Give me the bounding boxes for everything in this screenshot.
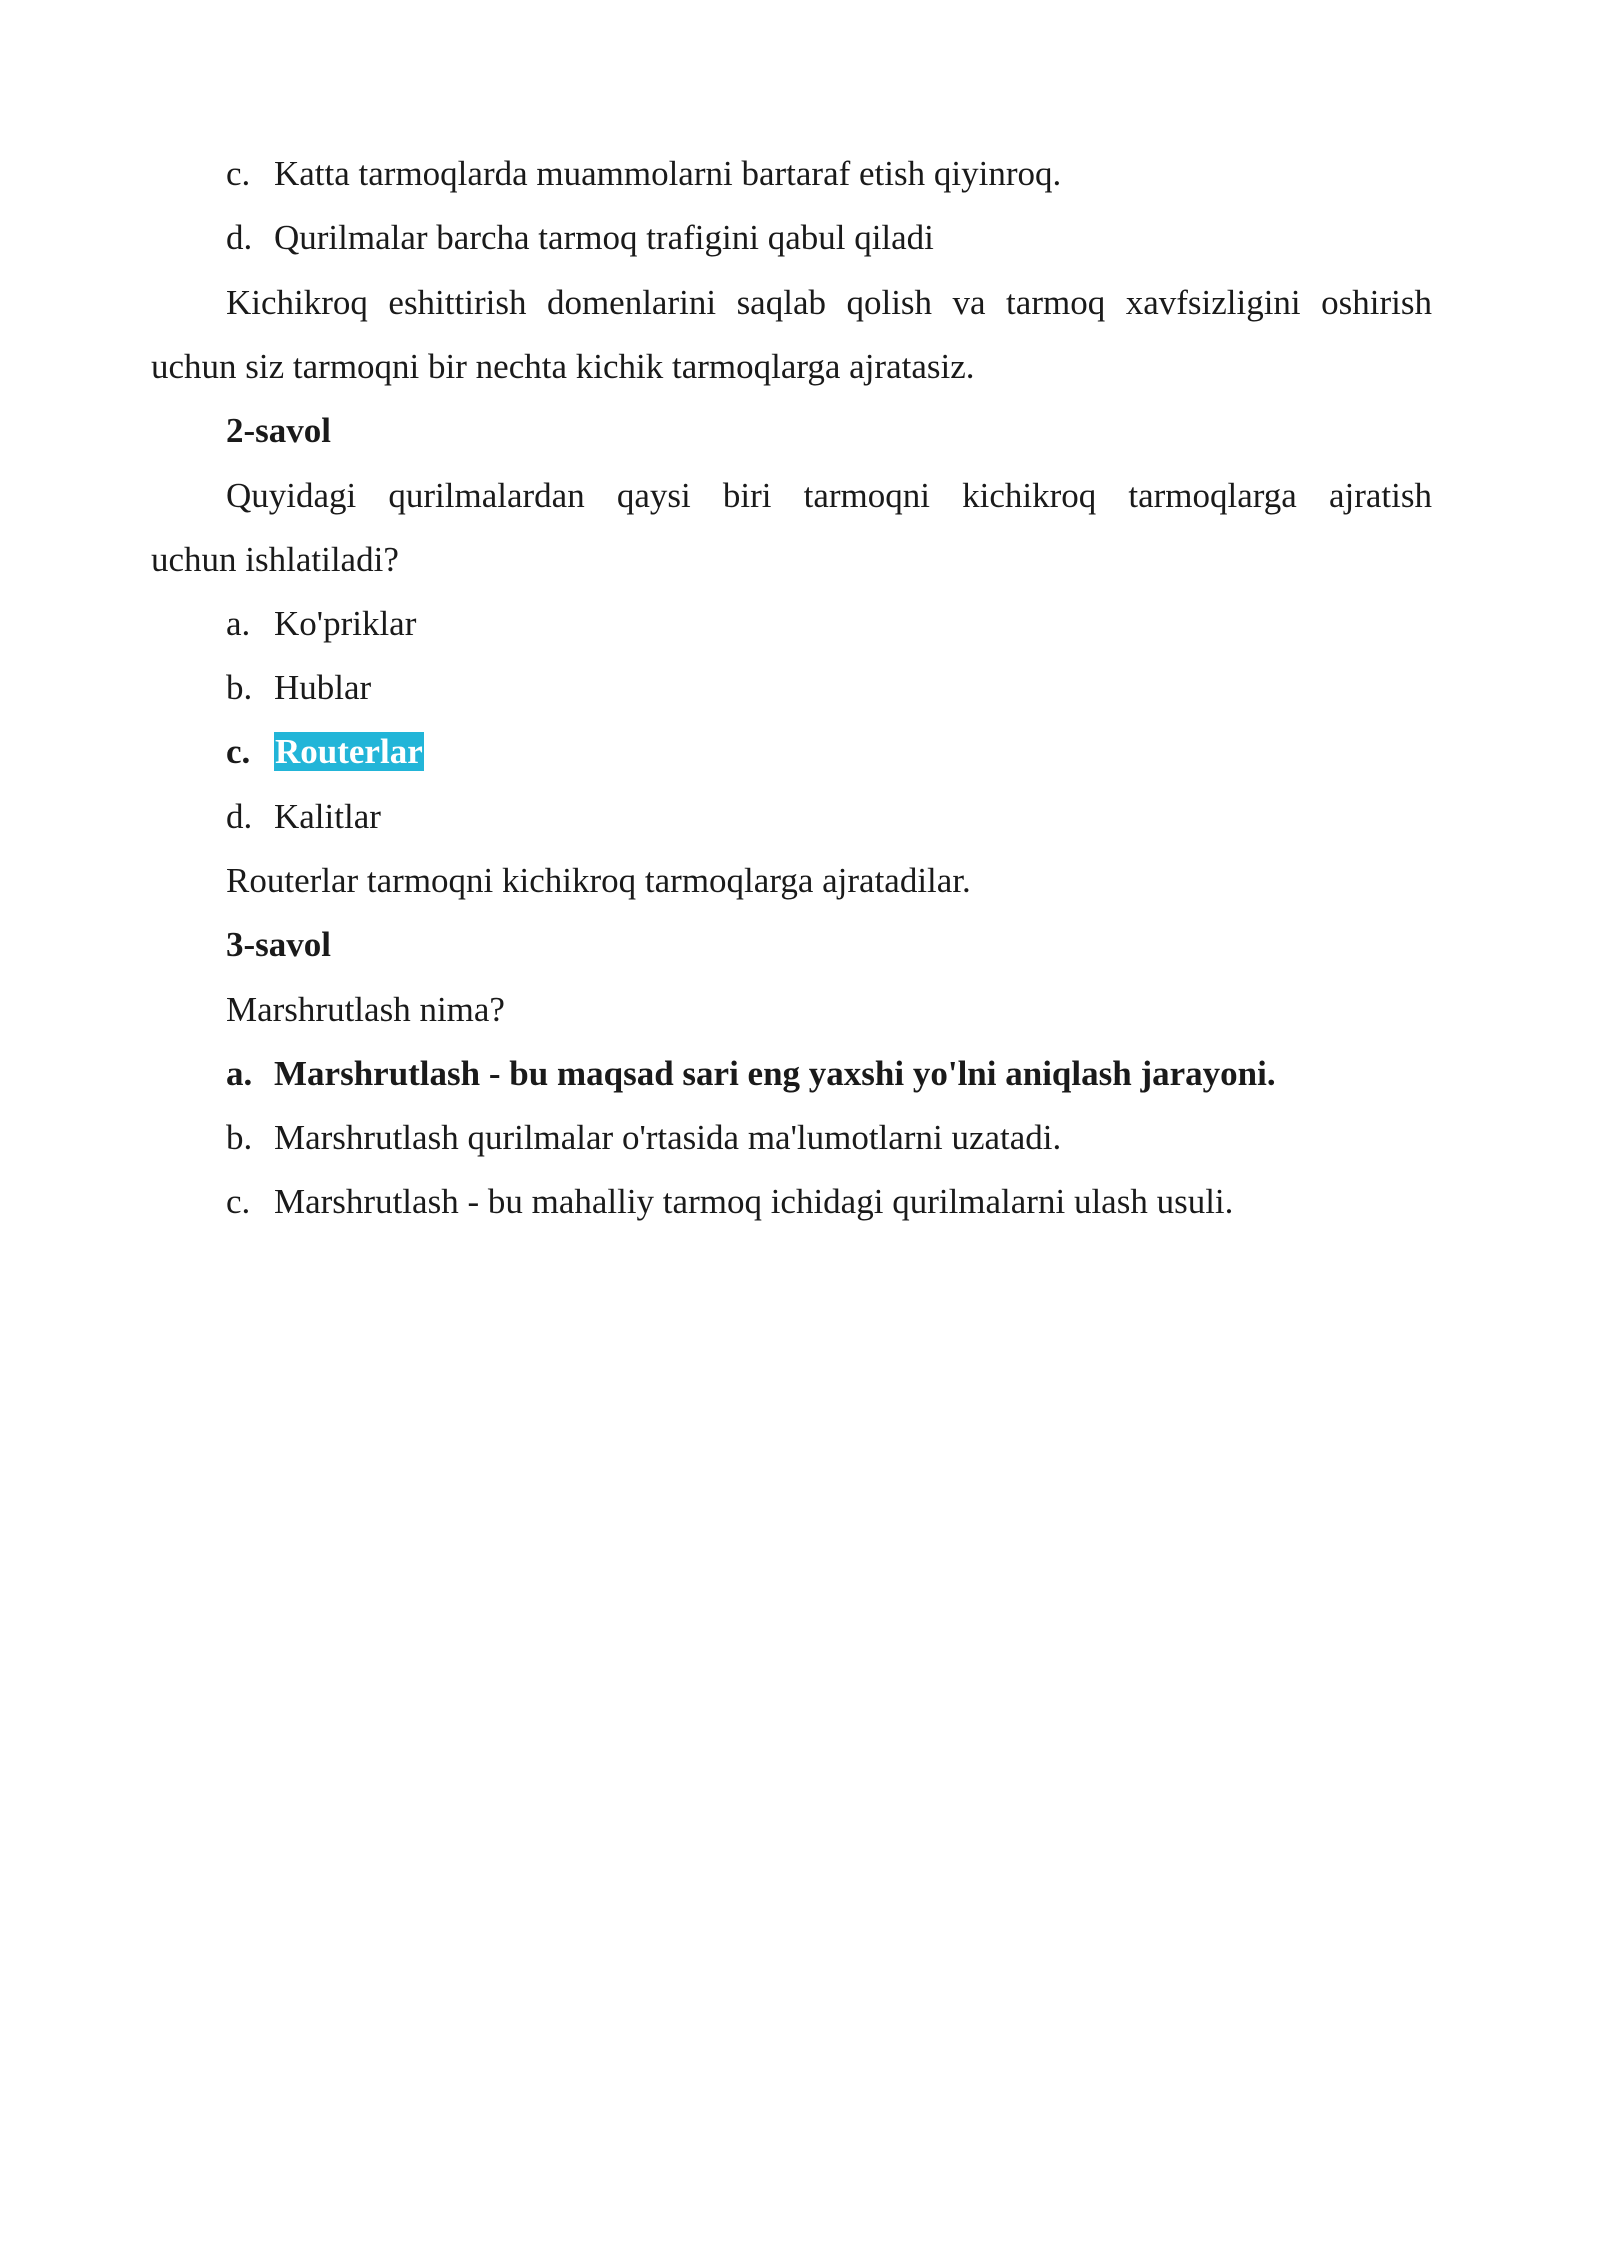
highlighted-answer: Routerlar (275, 732, 423, 771)
option-text: Katta tarmoqlarda muammolarni bartaraf etish qiyinroq. (274, 154, 1062, 193)
option-text: Marshrutlash - bu mahalliy tarmoq ichidagi qurilmalarni ulash usuli. (274, 1182, 1234, 1221)
list-marker: c. (226, 732, 251, 771)
list-item (226, 795, 381, 839)
question-text: uchun ishlatiladi? (151, 540, 399, 579)
list-marker: c. (226, 154, 251, 193)
option-text: Hublar (274, 668, 372, 707)
list-marker: a. (226, 604, 251, 643)
list-item (226, 602, 416, 646)
option-text: Marshrutlash - bu maqsad sari eng yaxshi yo'lni aniqlash jarayoni. (274, 1054, 1276, 1093)
question-text: Quyidagi qurilmalardan qaysi biri tarmoqni kichikroq tarmoqlarga ajratish (226, 476, 1432, 515)
list-item-correct (226, 1052, 1276, 1096)
option-text: Qurilmalar barcha tarmoq trafigini qabul qiladi (274, 218, 934, 257)
option-text: Marshrutlash qurilmalar o'rtasida ma'lumotlarni uzatadi. (274, 1118, 1062, 1157)
question-heading: 2-savol (226, 411, 331, 450)
list-item (226, 1180, 1233, 1224)
paragraph-line: uchun siz tarmoqni bir nechta kichik tarmoqlarga ajratasiz. (151, 347, 975, 386)
list-marker: c. (226, 1182, 251, 1221)
list-marker: d. (226, 218, 253, 257)
list-item (226, 666, 371, 710)
list-marker: b. (226, 668, 253, 707)
option-text: Kalitlar (274, 797, 381, 836)
paragraph-line: Kichikroq eshittirish domenlarini saqlab qolish va tarmoq xavfsizligini oshirish (226, 283, 1432, 322)
list-item (226, 216, 934, 260)
list-marker: d. (226, 797, 253, 836)
list-item (226, 1116, 1061, 1160)
answer-explanation: Routerlar tarmoqni kichikroq tarmoqlarga ajratadilar. (226, 861, 971, 900)
list-marker: a. (226, 1054, 253, 1093)
list-item (226, 152, 1061, 196)
question-heading: 3-savol (226, 925, 331, 964)
question-text: Marshrutlash nima? (226, 990, 505, 1029)
list-item-correct (226, 730, 424, 774)
list-marker: b. (226, 1118, 253, 1157)
option-text: Ko'priklar (274, 604, 417, 643)
